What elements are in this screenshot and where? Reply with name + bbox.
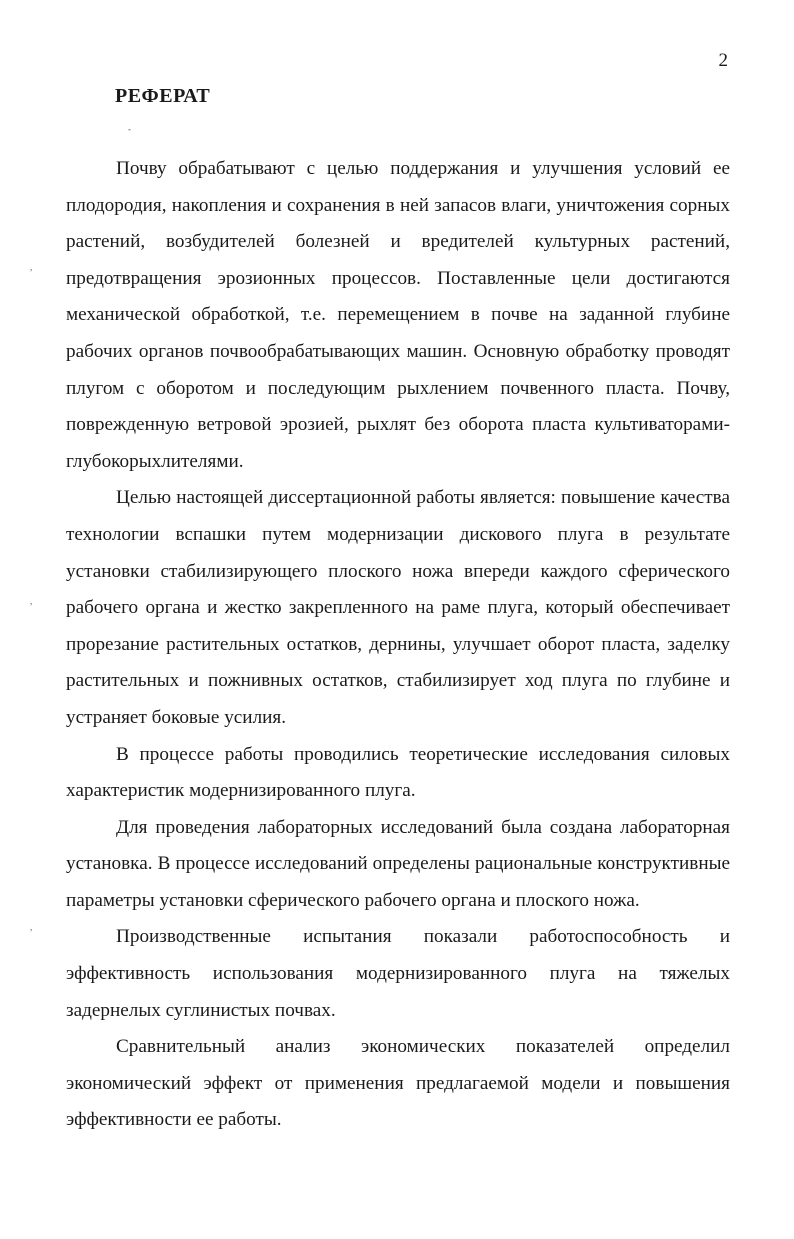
page-number: 2 — [718, 50, 728, 71]
paragraph: В процессе работы проводились теоретические исследования силовых характеристик модернизированного плуга. — [66, 743, 730, 802]
paragraph: Для проведения лабораторных исследований была создана лабораторная установка. В процессе исследований определены рациональные конструктивные параметры установки сферического рабочего органа и плоского ножа. — [66, 816, 730, 911]
paragraph: Почву обрабатывают с целью поддержания и улучшения условий ее плодородия, накопления и сохранения в ней запасов влаги, уничтожения сорных растений, возбудителей болезней и вредителей культурных растений, предотвращения эрозионных процессов. Поставленные цели достигаются механической обработкой, т.е. перемещением в почве на заданной глубине рабочих органов почвообрабатывающих машин. Основную обработку проводят плугом с оборотом и последующим рыхлением почвенного пласта. Почву, поврежденную ветровой эрозией, рыхлят без оборота пласта культиваторами-глубокорыхлителями. — [66, 158, 730, 472]
paragraph: Сравнительный анализ экономических показателей определил экономический эффект от применения предлагаемой модели и повышения эффективности ее работы. — [66, 1036, 730, 1131]
scan-speck: - — [128, 124, 131, 134]
page-title: РЕФЕРАТ — [115, 85, 211, 107]
paragraph: Целью настоящей диссертационной работы является: повышение качества технологии вспашки путем модернизации дискового плуга в результате установки стабилизирующего плоского ножа впереди каждого сферического рабочего органа и жестко закрепленного на раме плуга, который обеспечивает прорезание растительных остатков, дернины, улучшает оборот пласта, заделку растительных и пожнивных остатков, стабилизирует ход плуга по глубине и устраняет боковые усилия. — [66, 487, 730, 728]
scan-speck: , — [30, 262, 33, 272]
scan-speck: , — [30, 922, 33, 932]
paragraph: Производственные испытания показали работоспособность и эффективность использования модернизированного плуга на тяжелых задернелых суглинистых почвах. — [66, 926, 730, 1021]
scan-speck: , — [30, 596, 33, 606]
abstract-body — [66, 151, 730, 1139]
